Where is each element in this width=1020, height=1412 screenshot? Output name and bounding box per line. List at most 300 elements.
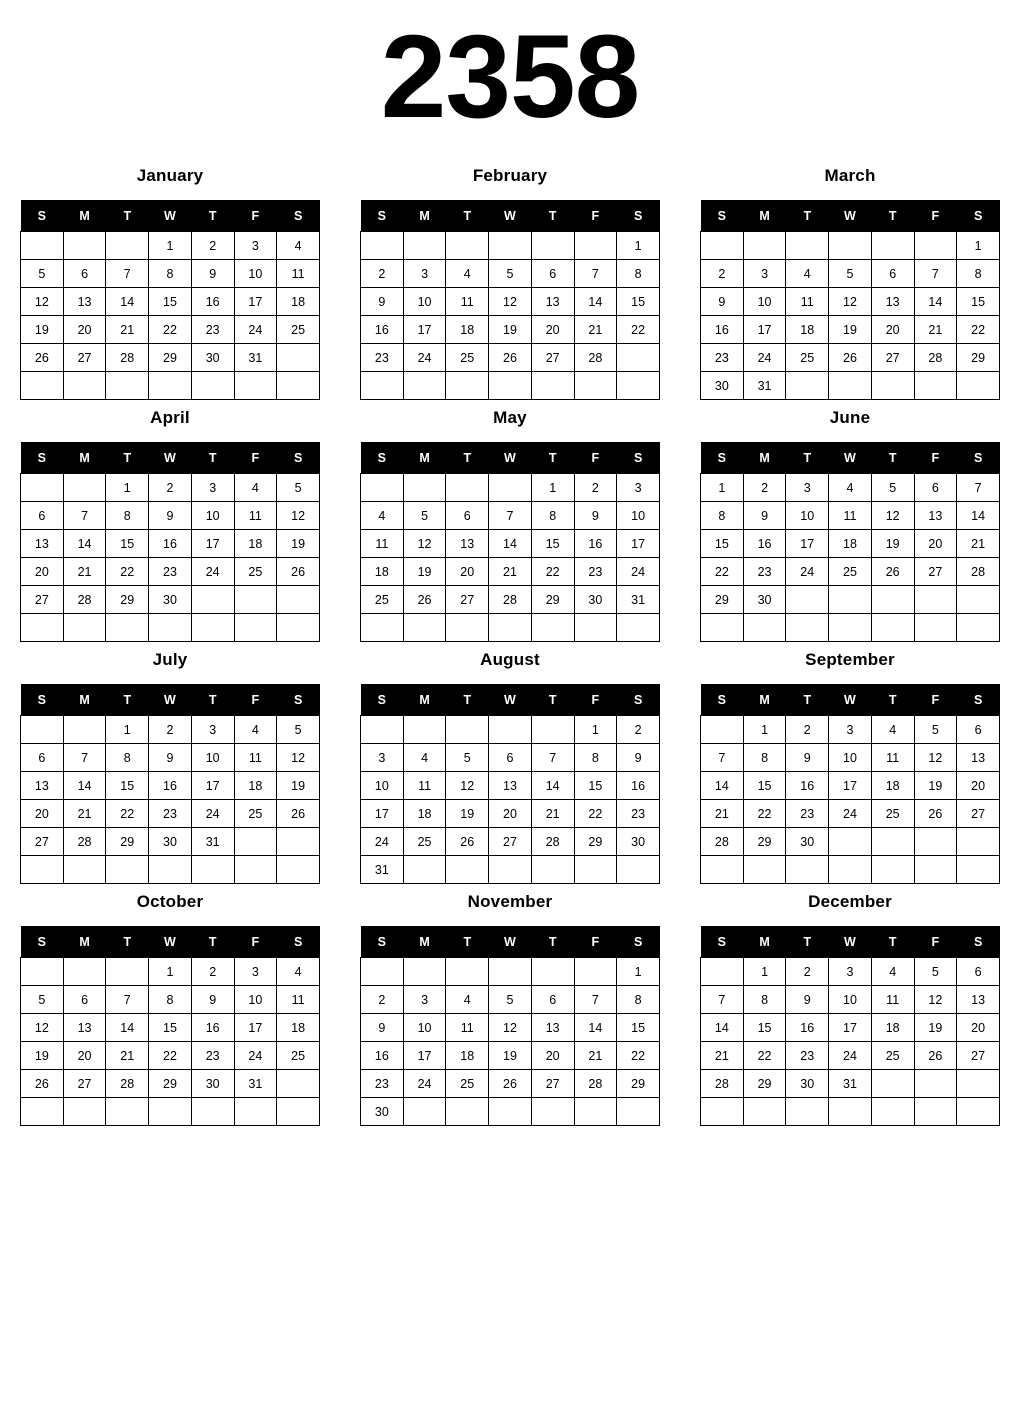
day-cell[interactable]: 18 xyxy=(786,316,829,344)
day-cell[interactable]: 26 xyxy=(489,344,532,372)
day-cell[interactable]: 30 xyxy=(786,828,829,856)
day-cell[interactable]: 9 xyxy=(701,288,744,316)
day-cell[interactable]: 21 xyxy=(914,316,957,344)
day-cell[interactable]: 22 xyxy=(149,1042,192,1070)
day-cell[interactable]: 19 xyxy=(829,316,872,344)
day-cell[interactable]: 27 xyxy=(63,344,106,372)
day-cell[interactable]: 5 xyxy=(871,474,914,502)
day-cell[interactable]: 2 xyxy=(149,474,192,502)
day-cell[interactable]: 14 xyxy=(574,1014,617,1042)
day-cell[interactable]: 14 xyxy=(701,772,744,800)
day-cell[interactable]: 2 xyxy=(149,716,192,744)
day-cell[interactable]: 24 xyxy=(403,344,446,372)
day-cell[interactable]: 19 xyxy=(489,1042,532,1070)
day-cell[interactable]: 20 xyxy=(914,530,957,558)
day-cell[interactable]: 28 xyxy=(106,344,149,372)
day-cell[interactable]: 16 xyxy=(743,530,786,558)
day-cell[interactable]: 26 xyxy=(871,558,914,586)
day-cell[interactable]: 25 xyxy=(403,828,446,856)
day-cell[interactable]: 31 xyxy=(191,828,234,856)
day-cell[interactable]: 25 xyxy=(361,586,404,614)
day-cell[interactable]: 13 xyxy=(957,986,1000,1014)
day-cell[interactable]: 27 xyxy=(446,586,489,614)
day-cell[interactable]: 15 xyxy=(701,530,744,558)
day-cell[interactable]: 17 xyxy=(829,772,872,800)
day-cell[interactable]: 8 xyxy=(574,744,617,772)
day-cell[interactable]: 19 xyxy=(277,772,320,800)
day-cell[interactable]: 26 xyxy=(277,800,320,828)
day-cell[interactable]: 30 xyxy=(149,828,192,856)
day-cell[interactable]: 5 xyxy=(829,260,872,288)
day-cell[interactable]: 21 xyxy=(489,558,532,586)
day-cell[interactable]: 6 xyxy=(914,474,957,502)
day-cell[interactable]: 27 xyxy=(914,558,957,586)
day-cell[interactable]: 22 xyxy=(701,558,744,586)
day-cell[interactable]: 3 xyxy=(234,232,277,260)
day-cell[interactable]: 24 xyxy=(403,1070,446,1098)
day-cell[interactable]: 6 xyxy=(63,260,106,288)
day-cell[interactable]: 7 xyxy=(701,986,744,1014)
day-cell[interactable]: 1 xyxy=(531,474,574,502)
day-cell[interactable]: 11 xyxy=(446,288,489,316)
day-cell[interactable]: 15 xyxy=(617,1014,660,1042)
day-cell[interactable]: 4 xyxy=(403,744,446,772)
day-cell[interactable]: 13 xyxy=(63,288,106,316)
day-cell[interactable]: 16 xyxy=(191,1014,234,1042)
day-cell[interactable]: 22 xyxy=(531,558,574,586)
day-cell[interactable]: 24 xyxy=(743,344,786,372)
day-cell[interactable]: 14 xyxy=(957,502,1000,530)
day-cell[interactable]: 26 xyxy=(21,344,64,372)
day-cell[interactable]: 11 xyxy=(829,502,872,530)
day-cell[interactable]: 4 xyxy=(361,502,404,530)
day-cell[interactable]: 23 xyxy=(361,1070,404,1098)
day-cell[interactable]: 7 xyxy=(914,260,957,288)
day-cell[interactable]: 21 xyxy=(701,800,744,828)
day-cell[interactable]: 31 xyxy=(829,1070,872,1098)
day-cell[interactable]: 12 xyxy=(489,288,532,316)
day-cell[interactable]: 25 xyxy=(277,1042,320,1070)
day-cell[interactable]: 30 xyxy=(361,1098,404,1126)
day-cell[interactable]: 31 xyxy=(234,1070,277,1098)
day-cell[interactable]: 14 xyxy=(531,772,574,800)
day-cell[interactable]: 18 xyxy=(871,772,914,800)
day-cell[interactable]: 17 xyxy=(829,1014,872,1042)
day-cell[interactable]: 23 xyxy=(786,1042,829,1070)
day-cell[interactable]: 4 xyxy=(446,986,489,1014)
day-cell[interactable]: 10 xyxy=(361,772,404,800)
day-cell[interactable]: 10 xyxy=(829,986,872,1014)
day-cell[interactable]: 5 xyxy=(277,474,320,502)
day-cell[interactable]: 5 xyxy=(489,260,532,288)
day-cell[interactable]: 18 xyxy=(234,772,277,800)
day-cell[interactable]: 22 xyxy=(574,800,617,828)
day-cell[interactable]: 3 xyxy=(743,260,786,288)
day-cell[interactable]: 2 xyxy=(361,986,404,1014)
day-cell[interactable]: 19 xyxy=(914,1014,957,1042)
day-cell[interactable]: 26 xyxy=(277,558,320,586)
day-cell[interactable]: 24 xyxy=(617,558,660,586)
day-cell[interactable]: 2 xyxy=(574,474,617,502)
day-cell[interactable]: 2 xyxy=(786,716,829,744)
day-cell[interactable]: 5 xyxy=(277,716,320,744)
day-cell[interactable]: 30 xyxy=(701,372,744,400)
day-cell[interactable]: 12 xyxy=(21,288,64,316)
day-cell[interactable]: 22 xyxy=(743,1042,786,1070)
day-cell[interactable]: 13 xyxy=(63,1014,106,1042)
day-cell[interactable]: 18 xyxy=(829,530,872,558)
day-cell[interactable]: 9 xyxy=(191,260,234,288)
day-cell[interactable]: 9 xyxy=(191,986,234,1014)
day-cell[interactable]: 10 xyxy=(829,744,872,772)
day-cell[interactable]: 4 xyxy=(277,958,320,986)
day-cell[interactable]: 23 xyxy=(786,800,829,828)
day-cell[interactable]: 11 xyxy=(234,744,277,772)
day-cell[interactable]: 22 xyxy=(106,800,149,828)
day-cell[interactable]: 4 xyxy=(871,716,914,744)
day-cell[interactable]: 3 xyxy=(191,716,234,744)
day-cell[interactable]: 25 xyxy=(871,800,914,828)
day-cell[interactable]: 21 xyxy=(106,316,149,344)
day-cell[interactable]: 6 xyxy=(446,502,489,530)
day-cell[interactable]: 6 xyxy=(531,260,574,288)
day-cell[interactable]: 13 xyxy=(871,288,914,316)
day-cell[interactable]: 10 xyxy=(617,502,660,530)
day-cell[interactable]: 13 xyxy=(914,502,957,530)
day-cell[interactable]: 29 xyxy=(106,828,149,856)
day-cell[interactable]: 4 xyxy=(871,958,914,986)
day-cell[interactable]: 13 xyxy=(489,772,532,800)
day-cell[interactable]: 25 xyxy=(446,1070,489,1098)
day-cell[interactable]: 25 xyxy=(277,316,320,344)
day-cell[interactable]: 5 xyxy=(446,744,489,772)
day-cell[interactable]: 20 xyxy=(63,1042,106,1070)
day-cell[interactable]: 3 xyxy=(786,474,829,502)
day-cell[interactable]: 12 xyxy=(446,772,489,800)
day-cell[interactable]: 18 xyxy=(446,316,489,344)
day-cell[interactable]: 12 xyxy=(21,1014,64,1042)
day-cell[interactable]: 26 xyxy=(489,1070,532,1098)
day-cell[interactable]: 29 xyxy=(149,344,192,372)
day-cell[interactable]: 13 xyxy=(446,530,489,558)
day-cell[interactable]: 5 xyxy=(403,502,446,530)
day-cell[interactable]: 15 xyxy=(149,288,192,316)
day-cell[interactable]: 3 xyxy=(361,744,404,772)
day-cell[interactable]: 10 xyxy=(403,1014,446,1042)
day-cell[interactable]: 2 xyxy=(191,232,234,260)
day-cell[interactable]: 21 xyxy=(63,800,106,828)
day-cell[interactable]: 1 xyxy=(957,232,1000,260)
day-cell[interactable]: 19 xyxy=(21,1042,64,1070)
day-cell[interactable]: 1 xyxy=(574,716,617,744)
day-cell[interactable]: 27 xyxy=(21,828,64,856)
day-cell[interactable]: 11 xyxy=(361,530,404,558)
day-cell[interactable]: 8 xyxy=(106,502,149,530)
day-cell[interactable]: 8 xyxy=(957,260,1000,288)
day-cell[interactable]: 20 xyxy=(957,1014,1000,1042)
day-cell[interactable]: 7 xyxy=(489,502,532,530)
day-cell[interactable]: 27 xyxy=(531,1070,574,1098)
day-cell[interactable]: 2 xyxy=(361,260,404,288)
day-cell[interactable]: 23 xyxy=(191,316,234,344)
day-cell[interactable]: 21 xyxy=(574,316,617,344)
day-cell[interactable]: 16 xyxy=(786,1014,829,1042)
day-cell[interactable]: 20 xyxy=(957,772,1000,800)
day-cell[interactable]: 23 xyxy=(743,558,786,586)
day-cell[interactable]: 15 xyxy=(574,772,617,800)
day-cell[interactable]: 4 xyxy=(234,474,277,502)
day-cell[interactable]: 31 xyxy=(234,344,277,372)
day-cell[interactable]: 26 xyxy=(829,344,872,372)
day-cell[interactable]: 8 xyxy=(531,502,574,530)
day-cell[interactable]: 20 xyxy=(531,1042,574,1070)
day-cell[interactable]: 21 xyxy=(574,1042,617,1070)
day-cell[interactable]: 28 xyxy=(914,344,957,372)
day-cell[interactable]: 10 xyxy=(234,260,277,288)
day-cell[interactable]: 24 xyxy=(191,558,234,586)
day-cell[interactable]: 29 xyxy=(743,828,786,856)
day-cell[interactable]: 20 xyxy=(63,316,106,344)
day-cell[interactable]: 30 xyxy=(743,586,786,614)
day-cell[interactable]: 16 xyxy=(191,288,234,316)
day-cell[interactable]: 9 xyxy=(149,744,192,772)
day-cell[interactable]: 26 xyxy=(914,800,957,828)
day-cell[interactable]: 1 xyxy=(617,232,660,260)
day-cell[interactable]: 17 xyxy=(191,772,234,800)
day-cell[interactable]: 3 xyxy=(403,986,446,1014)
day-cell[interactable]: 23 xyxy=(149,558,192,586)
day-cell[interactable]: 29 xyxy=(617,1070,660,1098)
day-cell[interactable]: 29 xyxy=(701,586,744,614)
day-cell[interactable]: 4 xyxy=(446,260,489,288)
day-cell[interactable]: 9 xyxy=(149,502,192,530)
day-cell[interactable]: 12 xyxy=(829,288,872,316)
day-cell[interactable]: 17 xyxy=(743,316,786,344)
day-cell[interactable]: 2 xyxy=(617,716,660,744)
day-cell[interactable]: 10 xyxy=(191,744,234,772)
day-cell[interactable]: 8 xyxy=(617,986,660,1014)
day-cell[interactable]: 29 xyxy=(957,344,1000,372)
day-cell[interactable]: 9 xyxy=(743,502,786,530)
day-cell[interactable]: 12 xyxy=(871,502,914,530)
day-cell[interactable]: 30 xyxy=(191,1070,234,1098)
day-cell[interactable]: 8 xyxy=(149,260,192,288)
day-cell[interactable]: 4 xyxy=(829,474,872,502)
day-cell[interactable]: 10 xyxy=(234,986,277,1014)
day-cell[interactable]: 20 xyxy=(531,316,574,344)
day-cell[interactable]: 28 xyxy=(489,586,532,614)
day-cell[interactable]: 6 xyxy=(489,744,532,772)
day-cell[interactable]: 13 xyxy=(21,772,64,800)
day-cell[interactable]: 17 xyxy=(403,1042,446,1070)
day-cell[interactable]: 27 xyxy=(531,344,574,372)
day-cell[interactable]: 26 xyxy=(446,828,489,856)
day-cell[interactable]: 12 xyxy=(914,986,957,1014)
day-cell[interactable]: 6 xyxy=(957,716,1000,744)
day-cell[interactable]: 3 xyxy=(829,716,872,744)
day-cell[interactable]: 14 xyxy=(106,288,149,316)
day-cell[interactable]: 22 xyxy=(957,316,1000,344)
day-cell[interactable]: 19 xyxy=(403,558,446,586)
day-cell[interactable]: 5 xyxy=(21,260,64,288)
day-cell[interactable]: 19 xyxy=(871,530,914,558)
day-cell[interactable]: 16 xyxy=(574,530,617,558)
day-cell[interactable]: 27 xyxy=(871,344,914,372)
day-cell[interactable]: 17 xyxy=(617,530,660,558)
day-cell[interactable]: 24 xyxy=(191,800,234,828)
day-cell[interactable]: 23 xyxy=(149,800,192,828)
day-cell[interactable]: 4 xyxy=(277,232,320,260)
day-cell[interactable]: 7 xyxy=(574,260,617,288)
day-cell[interactable]: 28 xyxy=(106,1070,149,1098)
day-cell[interactable]: 12 xyxy=(914,744,957,772)
day-cell[interactable]: 11 xyxy=(277,260,320,288)
day-cell[interactable]: 1 xyxy=(106,716,149,744)
day-cell[interactable]: 20 xyxy=(21,800,64,828)
day-cell[interactable]: 7 xyxy=(701,744,744,772)
day-cell[interactable]: 19 xyxy=(446,800,489,828)
day-cell[interactable]: 21 xyxy=(63,558,106,586)
day-cell[interactable]: 22 xyxy=(106,558,149,586)
day-cell[interactable]: 8 xyxy=(106,744,149,772)
day-cell[interactable]: 7 xyxy=(63,744,106,772)
day-cell[interactable]: 27 xyxy=(957,1042,1000,1070)
day-cell[interactable]: 28 xyxy=(574,344,617,372)
day-cell[interactable]: 19 xyxy=(21,316,64,344)
day-cell[interactable]: 25 xyxy=(829,558,872,586)
day-cell[interactable]: 12 xyxy=(277,502,320,530)
day-cell[interactable]: 5 xyxy=(914,716,957,744)
day-cell[interactable]: 16 xyxy=(786,772,829,800)
day-cell[interactable]: 24 xyxy=(829,800,872,828)
day-cell[interactable]: 20 xyxy=(446,558,489,586)
day-cell[interactable]: 11 xyxy=(277,986,320,1014)
day-cell[interactable]: 16 xyxy=(361,1042,404,1070)
day-cell[interactable]: 29 xyxy=(149,1070,192,1098)
day-cell[interactable]: 27 xyxy=(21,586,64,614)
day-cell[interactable]: 8 xyxy=(743,986,786,1014)
day-cell[interactable]: 22 xyxy=(617,316,660,344)
day-cell[interactable]: 23 xyxy=(617,800,660,828)
day-cell[interactable]: 3 xyxy=(829,958,872,986)
day-cell[interactable]: 21 xyxy=(957,530,1000,558)
day-cell[interactable]: 2 xyxy=(191,958,234,986)
day-cell[interactable]: 27 xyxy=(489,828,532,856)
day-cell[interactable]: 7 xyxy=(106,260,149,288)
day-cell[interactable]: 15 xyxy=(743,1014,786,1042)
day-cell[interactable]: 24 xyxy=(786,558,829,586)
day-cell[interactable]: 25 xyxy=(234,558,277,586)
day-cell[interactable]: 5 xyxy=(21,986,64,1014)
day-cell[interactable]: 7 xyxy=(957,474,1000,502)
day-cell[interactable]: 13 xyxy=(531,288,574,316)
day-cell[interactable]: 18 xyxy=(403,800,446,828)
day-cell[interactable]: 12 xyxy=(489,1014,532,1042)
day-cell[interactable]: 29 xyxy=(106,586,149,614)
day-cell[interactable]: 17 xyxy=(234,1014,277,1042)
day-cell[interactable]: 10 xyxy=(786,502,829,530)
day-cell[interactable]: 20 xyxy=(871,316,914,344)
day-cell[interactable]: 14 xyxy=(489,530,532,558)
day-cell[interactable]: 10 xyxy=(403,288,446,316)
day-cell[interactable]: 22 xyxy=(149,316,192,344)
day-cell[interactable]: 28 xyxy=(63,828,106,856)
day-cell[interactable]: 15 xyxy=(106,530,149,558)
day-cell[interactable]: 4 xyxy=(234,716,277,744)
day-cell[interactable]: 22 xyxy=(743,800,786,828)
day-cell[interactable]: 11 xyxy=(234,502,277,530)
day-cell[interactable]: 25 xyxy=(786,344,829,372)
day-cell[interactable]: 9 xyxy=(786,986,829,1014)
day-cell[interactable]: 1 xyxy=(106,474,149,502)
day-cell[interactable]: 11 xyxy=(786,288,829,316)
day-cell[interactable]: 28 xyxy=(957,558,1000,586)
day-cell[interactable]: 15 xyxy=(957,288,1000,316)
day-cell[interactable]: 1 xyxy=(701,474,744,502)
day-cell[interactable]: 25 xyxy=(446,344,489,372)
day-cell[interactable]: 6 xyxy=(957,958,1000,986)
day-cell[interactable]: 10 xyxy=(743,288,786,316)
day-cell[interactable]: 16 xyxy=(617,772,660,800)
day-cell[interactable]: 7 xyxy=(63,502,106,530)
day-cell[interactable]: 24 xyxy=(234,1042,277,1070)
day-cell[interactable]: 26 xyxy=(914,1042,957,1070)
day-cell[interactable]: 17 xyxy=(361,800,404,828)
day-cell[interactable]: 18 xyxy=(277,288,320,316)
day-cell[interactable]: 17 xyxy=(403,316,446,344)
day-cell[interactable]: 7 xyxy=(574,986,617,1014)
day-cell[interactable]: 5 xyxy=(489,986,532,1014)
day-cell[interactable]: 6 xyxy=(63,986,106,1014)
day-cell[interactable]: 23 xyxy=(574,558,617,586)
day-cell[interactable]: 7 xyxy=(106,986,149,1014)
day-cell[interactable]: 12 xyxy=(277,744,320,772)
day-cell[interactable]: 15 xyxy=(531,530,574,558)
day-cell[interactable]: 3 xyxy=(191,474,234,502)
day-cell[interactable]: 3 xyxy=(234,958,277,986)
day-cell[interactable]: 14 xyxy=(63,530,106,558)
day-cell[interactable]: 6 xyxy=(531,986,574,1014)
day-cell[interactable]: 28 xyxy=(574,1070,617,1098)
day-cell[interactable]: 15 xyxy=(743,772,786,800)
day-cell[interactable]: 25 xyxy=(871,1042,914,1070)
day-cell[interactable]: 6 xyxy=(21,744,64,772)
day-cell[interactable]: 28 xyxy=(63,586,106,614)
day-cell[interactable]: 15 xyxy=(106,772,149,800)
day-cell[interactable]: 2 xyxy=(701,260,744,288)
day-cell[interactable]: 21 xyxy=(701,1042,744,1070)
day-cell[interactable]: 15 xyxy=(149,1014,192,1042)
day-cell[interactable]: 8 xyxy=(149,986,192,1014)
day-cell[interactable]: 9 xyxy=(786,744,829,772)
day-cell[interactable]: 2 xyxy=(743,474,786,502)
day-cell[interactable]: 31 xyxy=(361,856,404,884)
day-cell[interactable]: 16 xyxy=(149,530,192,558)
day-cell[interactable]: 11 xyxy=(403,772,446,800)
day-cell[interactable]: 12 xyxy=(403,530,446,558)
day-cell[interactable]: 3 xyxy=(403,260,446,288)
day-cell[interactable]: 1 xyxy=(617,958,660,986)
day-cell[interactable]: 9 xyxy=(617,744,660,772)
day-cell[interactable]: 27 xyxy=(63,1070,106,1098)
day-cell[interactable]: 23 xyxy=(361,344,404,372)
day-cell[interactable]: 24 xyxy=(361,828,404,856)
day-cell[interactable]: 17 xyxy=(191,530,234,558)
day-cell[interactable]: 1 xyxy=(743,958,786,986)
day-cell[interactable]: 5 xyxy=(914,958,957,986)
day-cell[interactable]: 1 xyxy=(743,716,786,744)
day-cell[interactable]: 15 xyxy=(617,288,660,316)
